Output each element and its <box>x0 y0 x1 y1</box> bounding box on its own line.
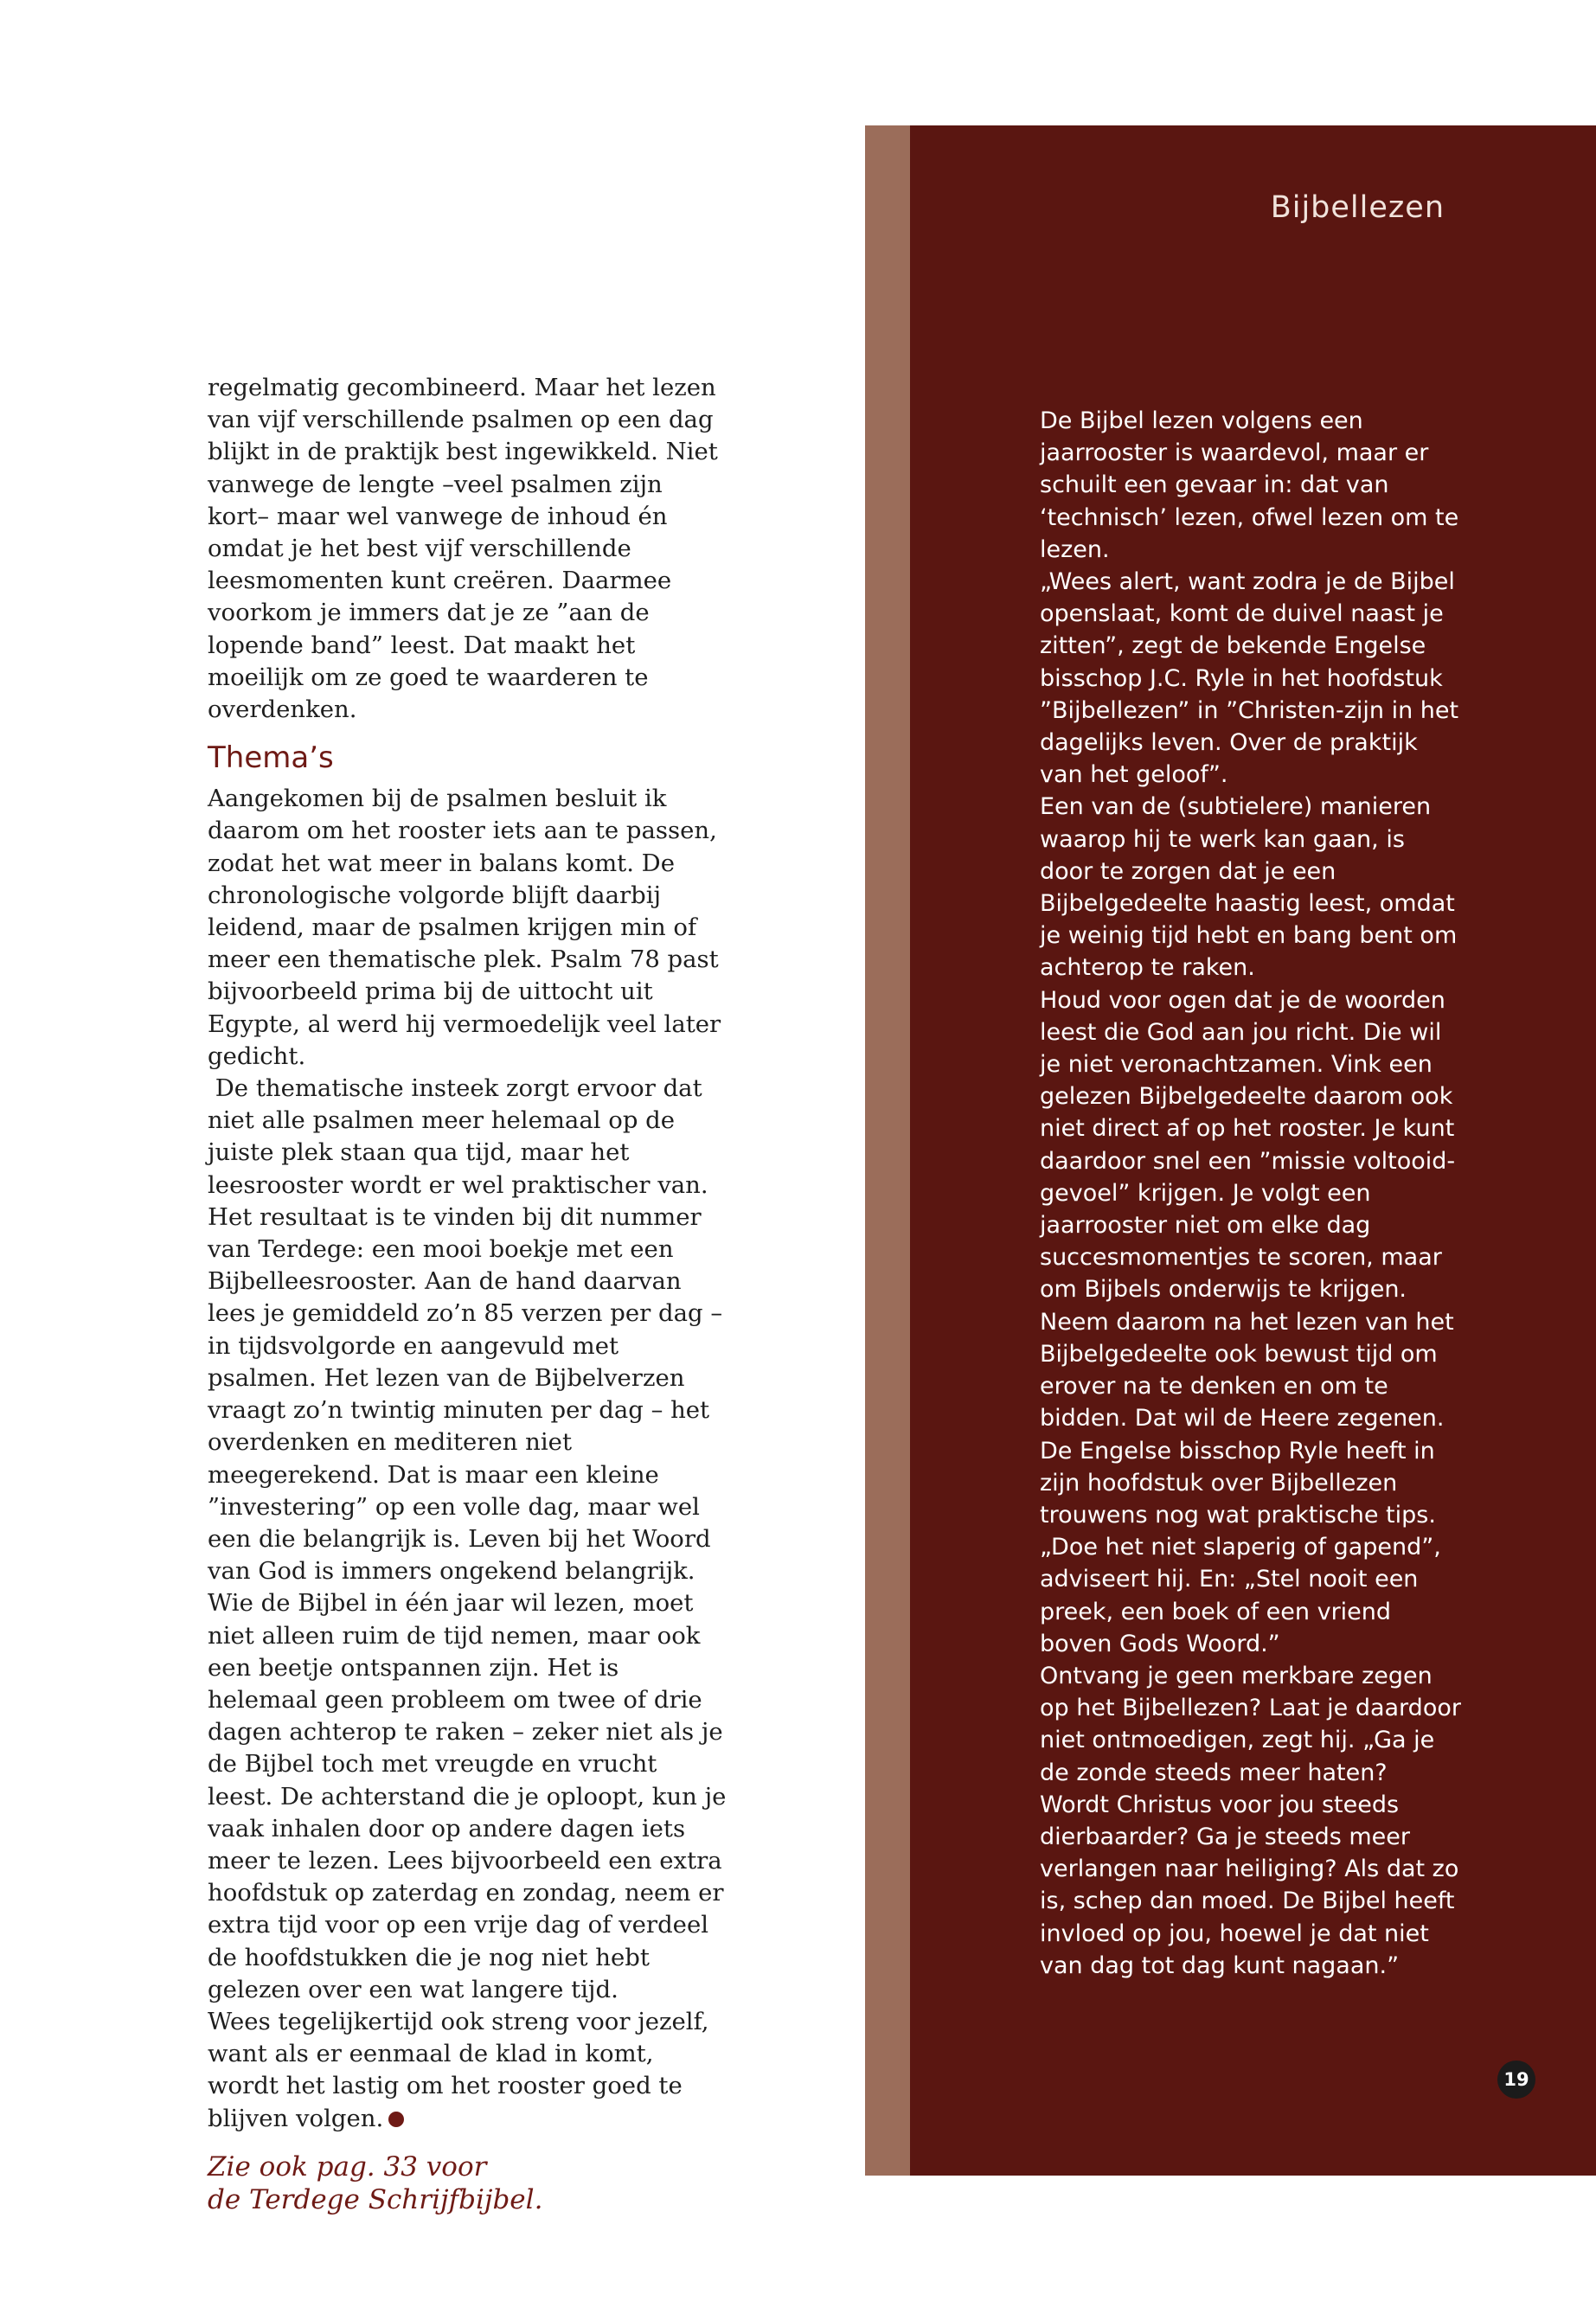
page-number-badge: 19 <box>1497 2061 1535 2099</box>
article-paragraph-text: De thematische insteek zorgt ervoor dat niet alle psalmen meer helemaal op de juiste plek staan qua tijd, maar het leesrooster wordt er wel praktischer van. Het resultaat is te vinden bij dit nummer van Terdege: een mooi boekje met een Bijbelleesrooster. Aan de hand daarvan lees je gemiddeld zo’n 85 verzen per dag – in tijdsvolgorde en aangevuld met psalmen. Het lezen van de Bijbelverzen vraagt zo’n twintig minuten per dag – het overdenken en mediteren niet meegerekend. Dat is maar een kleine ”investering” op een volle dag, maar wel een die belangrijk is. Leven bij het Woord van God is immers ongekend belangrijk. <box>208 1074 723 1586</box>
section-heading: Thema’s <box>208 740 334 776</box>
article-paragraph: Wie de Bijbel in één jaar wil lezen, moet niet alleen ruim de tijd nemen, maar ook een beetje ontspannen zijn. Het is helemaal geen probleem om twee of drie dagen achterop te raken – zeker niet als je de Bijbel toch met vreugde en vrucht leest. De achterstand die je oploopt, kun je vaak inhalen door op andere dagen iets meer te lezen. Lees bijvoorbeeld een extra hoofdstuk op zaterdag en zondag, neem er extra tijd voor op een vrije dag of verdeel de hoofdstukken die je nog niet hebt gelezen over een wat langere tijd. <box>208 1589 727 2003</box>
main-article-column <box>208 372 727 2216</box>
article-paragraph <box>208 1073 727 1587</box>
footnote-line: de Terdege Schrijfbijbel. <box>208 2183 543 2215</box>
footnote-line: Zie ook pag. 33 voor <box>208 2150 487 2182</box>
sidebar-paragraph: Ontvang je geen merkbare zegen op het Bijbellezen? Laat je daardoor niet ontmoedigen, zegt hij. „Ga je de zonde steeds meer haten? Wordt Christus voor jou steeds dierbaarder? Ga je steeds meer verlangen naar heiliging? Als dat zo is, schep dan moed. De Bijbel heeft invloed op jou, hoewel je dat niet van dag tot dag kunt nagaan.” <box>1040 1662 1461 1979</box>
sidebar-paragraph: De Engelse bisschop Ryle heeft in zijn hoofdstuk over Bijbellezen trouwens nog wat praktische tips. „Doe het niet slaperig of gapend”, adviseert hij. En: „Stel nooit een preek, een boek of een vriend boven Gods Woord.” <box>1040 1437 1441 1657</box>
article-paragraph-final <box>208 2006 727 2135</box>
sidebar-paragraph: Houd voor ogen dat je de woorden leest die God aan jou richt. Die wil je niet veronachtzamen. Vink een gelezen Bijbelgedeelte daarom ook niet direct af op het rooster. Je kunt daardoor snel een ”missie voltooid-gevoel” krijgen. Je volgt een jaarrooster niet om elke dag succesmomentjes te scoren, maar om Bijbels onderwijs te krijgen. Neem daarom na het lezen van het Bijbelgedeelte ook bewust tijd om erover na te denken en om te bidden. Dat wil de Heere zegenen. <box>1040 986 1456 1433</box>
article-paragraph: Aangekomen bij de psalmen besluit ik daarom om het rooster iets aan te passen, zodat het wat meer in balans komt. De chronologische volgorde blijft daarbij leidend, maar de psalmen krijgen min of meer een thematische plek. Psalm 78 past bijvoorbeeld prima bij de uittocht uit Egypte, al werd hij vermoedelijk veel later gedicht. <box>208 785 721 1070</box>
end-mark-icon <box>388 2112 404 2127</box>
sidebar-paragraph: Een van de (subtielere) manieren waarop hij te werk kan gaan, is door te zorgen dat je een Bijbelgedeelte haastig leest, omdat je weinig tijd hebt en bang bent om achterop te raken. <box>1040 793 1458 982</box>
article-paragraph-text: Wees tegelijkertijd ook streng voor jezelf, want als er eenmaal de klad in komt, wordt het lastig om het rooster goed te blijven volgen. <box>208 2007 709 2132</box>
sidebar-accent-stripe <box>865 125 910 2176</box>
cross-reference-note <box>208 2150 727 2216</box>
sidebar-text-column <box>1040 405 1464 1982</box>
sidebar-paragraph: „Wees alert, want zodra je de Bijbel openslaat, komt de duivel naast je zitten”, zegt de bekende Engelse bisschop J.C. Ryle in het hoofdstuk ”Bijbellezen” in ”Christen-zijn in het dagelijks leven. Over de praktijk van het geloof”. <box>1040 568 1459 789</box>
article-paragraph: regelmatig gecombineerd. Maar het lezen van vijf verschillende psalmen op een dag blijkt in de praktijk best ingewikkeld. Niet vanwege de lengte –veel psalmen zijn kort– maar wel vanwege de inhoud én omdat je het best vijf verschillende leesmomenten kunt creëren. Daarmee voorkom je immers dat je ze ”aan de lopende band” leest. Dat maakt het moeilijk om ze goed te waarderen te overdenken. <box>208 374 718 724</box>
section-label: Bijbellezen <box>1270 190 1445 225</box>
sidebar-paragraph: De Bijbel lezen volgens een jaarrooster is waardevol, maar er schuilt een gevaar in: dat van ‘technisch’ lezen, ofwel lezen om te lezen. <box>1040 407 1459 563</box>
